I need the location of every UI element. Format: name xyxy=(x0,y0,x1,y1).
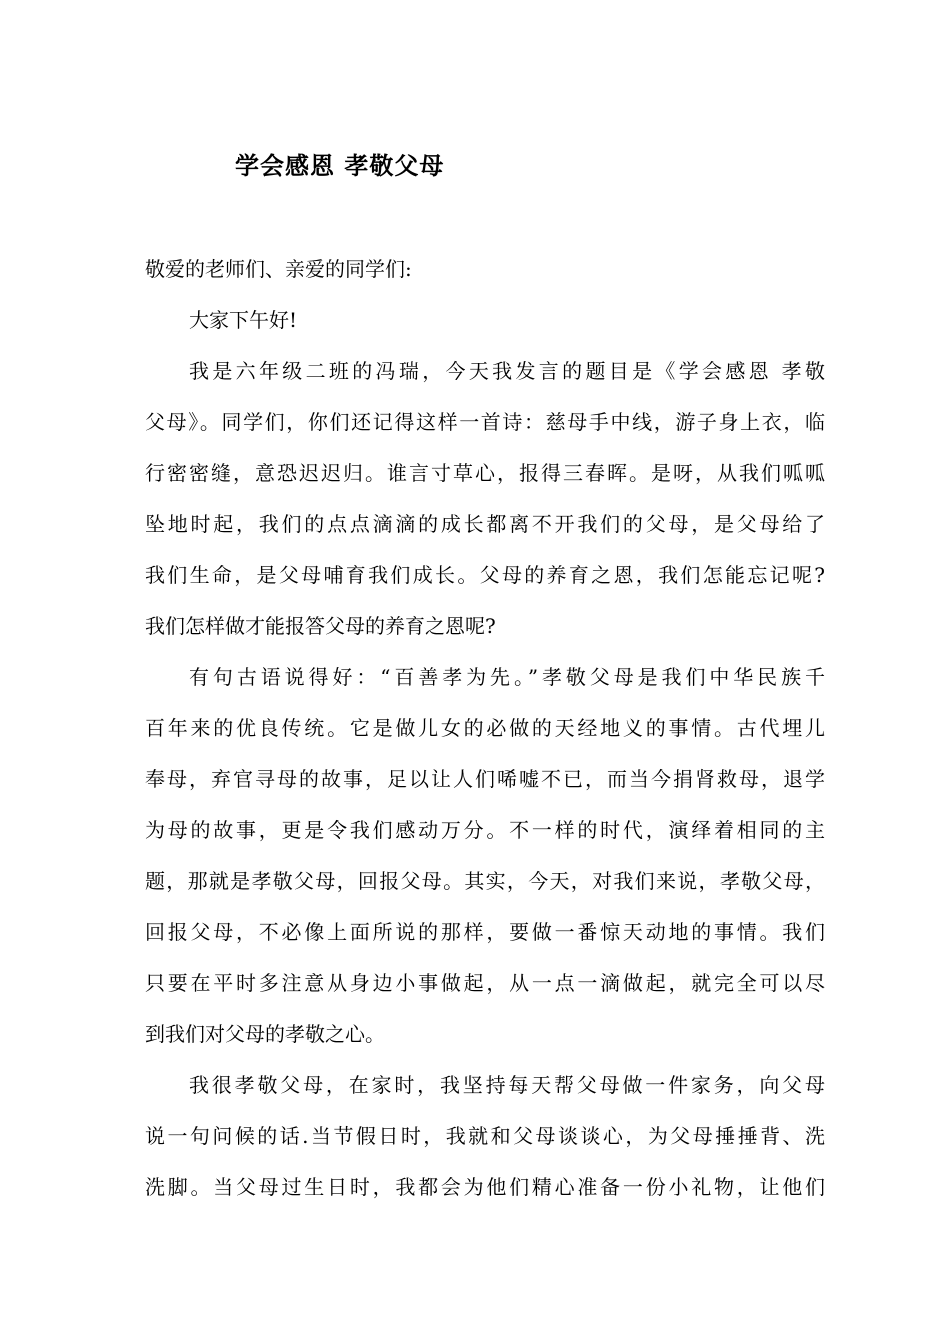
body-line: 坠地时起，我们的点点滴滴的成长都离不开我们的父母，是父母给了 xyxy=(145,512,825,536)
body-line: 大家下午好! xyxy=(189,308,298,332)
body-line: 我们怎样做才能报答父母的养育之恩呢? xyxy=(145,614,496,638)
body-line: 洗脚。当父母过生日时，我都会为他们精心准备一份小礼物，让他们 xyxy=(145,1175,825,1199)
document-title: 学会感恩 孝敬父母 xyxy=(235,152,445,180)
document-body xyxy=(145,250,825,1219)
body-line: 奉母，弃官寻母的故事，足以让人们唏嘘不已，而当今捐肾救母，退学 xyxy=(145,767,825,791)
body-line: 回报父母，不必像上面所说的那样，要做一番惊天动地的事情。我们 xyxy=(145,920,825,944)
body-line: 说一句问候的话.当节假日时，我就和父母谈谈心，为父母捶捶背、洗 xyxy=(145,1124,825,1148)
body-line: 到我们对父母的孝敬之心。 xyxy=(145,1022,385,1046)
body-line: 为母的故事，更是令我们感动万分。不一样的时代，演绎着相同的主 xyxy=(145,818,825,842)
body-line: 父母》。同学们，你们还记得这样一首诗：慈母手中线，游子身上衣，临 xyxy=(145,410,825,434)
body-line: 百年来的优良传统。它是做儿女的必做的天经地义的事情。古代埋儿 xyxy=(145,716,825,740)
body-line: 我是六年级二班的冯瑞，今天我发言的题目是《学会感恩 孝敬 xyxy=(189,359,825,383)
body-line: 题，那就是孝敬父母，回报父母。其实，今天，对我们来说，孝敬父母， xyxy=(145,869,825,893)
body-line: 行密密缝，意恐迟迟归。谁言寸草心，报得三春晖。是呀，从我们呱呱 xyxy=(145,461,825,485)
body-line: 我很孝敬父母，在家时，我坚持每天帮父母做一件家务，向父母 xyxy=(189,1073,825,1097)
body-line: 我们生命，是父母哺育我们成长。父母的养育之恩，我们怎能忘记呢? xyxy=(145,563,825,587)
body-line: 有句古语说得好：“百善孝为先。”孝敬父母是我们中华民族千 xyxy=(189,665,825,689)
body-line: 敬爱的老师们、亲爱的同学们: xyxy=(145,257,412,281)
body-line: 只要在平时多注意从身边小事做起，从一点一滴做起，就完全可以尽 xyxy=(145,971,825,995)
